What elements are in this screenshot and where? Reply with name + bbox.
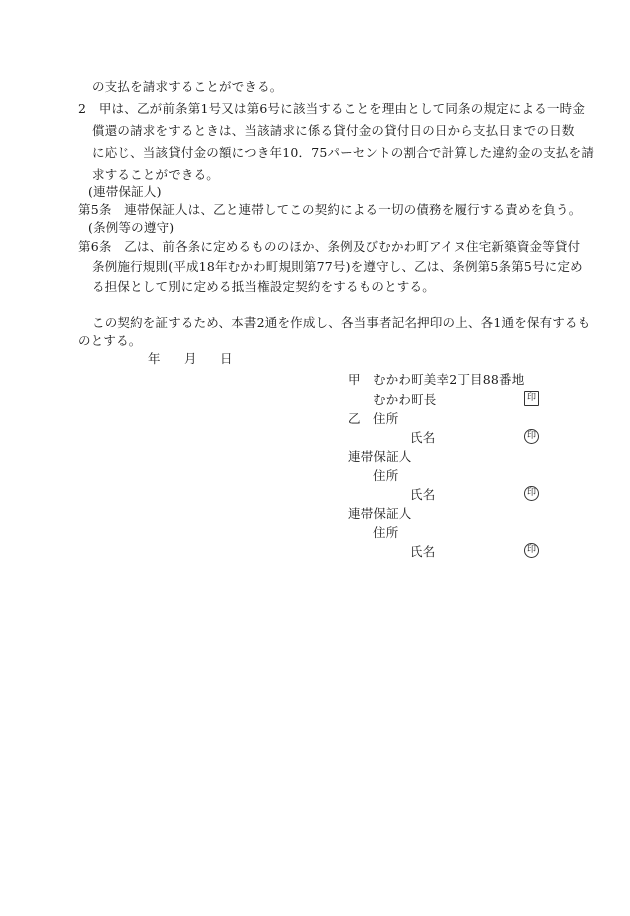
guarantor1-address-label: 住所 — [373, 468, 399, 483]
seal-stamp-icon: 印 — [524, 391, 539, 406]
clause6-caption: (条例等の遵守) — [88, 220, 175, 235]
clause4-para2-line2: 償還の請求をするときは、当該請求に係る貸付金の貸付日の日から支払日までの日数 — [92, 123, 575, 138]
clause6-line1: 第6条 乙は、前各条に定めるもののほか、条例及びむかわ町アイヌ住宅新築資金等貸付 — [78, 239, 581, 254]
party-b-label: 乙 — [348, 411, 361, 426]
guarantor2-name-label: 氏名 — [410, 544, 436, 559]
closing-line1: この契約を証するため、本書2通を作成し、各当事者記名押印の上、各1通を保有するも — [92, 315, 591, 330]
party-b-name-label: 氏名 — [410, 430, 436, 445]
clause4-continuation: の支払を請求することができる。 — [92, 79, 283, 94]
guarantor1-name-label: 氏名 — [410, 487, 436, 502]
clause4-para2-line3: に応じ、当該貸付金の額につき年10．75パーセントの割合で計算した違約金の支払を請 — [92, 145, 595, 160]
clause5-caption: (連帯保証人) — [88, 184, 162, 199]
closing-line2: のとする。 — [78, 333, 142, 348]
guarantor2-address-label: 住所 — [373, 525, 399, 540]
seal-stamp-icon: 印 — [524, 429, 539, 444]
date-month: 月 — [184, 351, 197, 366]
clause4-para2-line4: 求することができる。 — [92, 167, 220, 182]
seal-stamp-icon: 印 — [524, 543, 539, 558]
clause5-text: 第5条 連帯保証人は、乙と連帯してこの契約による一切の債務を履行する責めを負う。 — [78, 202, 582, 217]
clause6-line2: 条例施行規則(平成18年むかわ町規則第77号)を遵守し、乙は、条例第5条第5号に定め — [92, 259, 583, 274]
party-a-label: 甲 — [348, 372, 361, 387]
date-year: 年 — [148, 351, 161, 366]
guarantor1-label: 連帯保証人 — [348, 449, 412, 464]
clause4-para2-line1: 2 甲は、乙が前条第1号又は第6号に該当することを理由として同条の規定による一時金 — [78, 101, 586, 116]
guarantor2-label: 連帯保証人 — [348, 506, 412, 521]
date-day: 日 — [220, 351, 233, 366]
party-a-title: むかわ町長 — [373, 392, 437, 407]
party-b-address-label: 住所 — [373, 411, 399, 426]
party-a-address: むかわ町美幸2丁目88番地 — [373, 372, 525, 387]
seal-stamp-icon: 印 — [524, 486, 539, 501]
clause6-line3: る担保として別に定める抵当権設定契約をするものとする。 — [92, 279, 435, 294]
